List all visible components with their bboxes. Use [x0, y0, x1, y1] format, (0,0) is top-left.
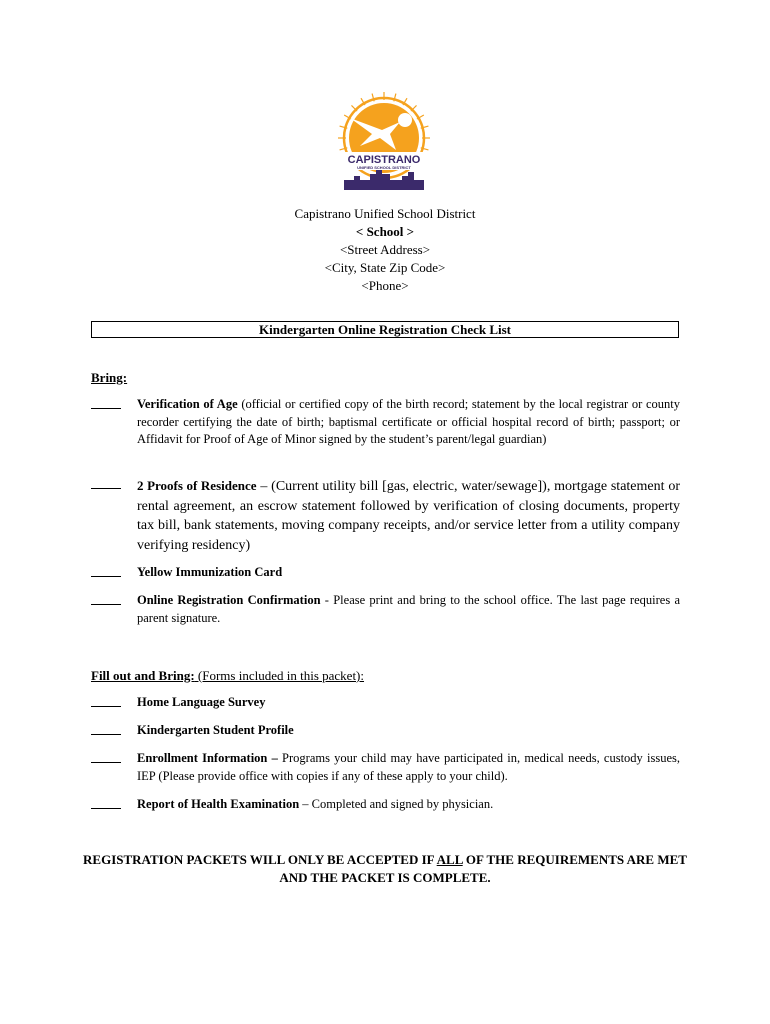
item-label: 2 Proofs of Residence — [137, 478, 257, 493]
requirements-notice — [80, 851, 690, 887]
notice-part-2: OF THE REQUIREMENTS ARE MET AND THE PACKET IS COMPLETE. — [279, 852, 687, 885]
notice-part-1: REGISTRATION PACKETS WILL ONLY BE ACCEPTED IF — [83, 852, 437, 867]
item-description: - Please print and bring to the school office. The last page requires a parent signature. — [137, 593, 681, 625]
logo-text: CAPISTRANO — [347, 154, 421, 166]
checklist-item-verification-of-age — [91, 396, 680, 449]
item-description: – (Current utility bill [gas, electric, water/sewage]), mortgage statement or rental agreement, an escrow statement followed by verification of closing documents, property tax bill, bank statements, moving company receipts, and/or service letter from a utility company verifying residency) — [137, 479, 680, 553]
item-label: Online Registration Confirmation — [137, 593, 321, 607]
checklist-item-health-examination — [91, 796, 680, 814]
bring-heading: Bring: — [91, 370, 128, 385]
fill-out-heading — [91, 667, 364, 684]
checklist-title: Kindergarten Online Registration Check List — [91, 321, 679, 338]
logo-sun-icon — [398, 113, 412, 127]
item-label: Verification of Age — [137, 397, 238, 411]
checklist-item-student-profile — [91, 722, 680, 740]
notice-emphasis: ALL — [436, 852, 463, 867]
city-state-zip-placeholder: <City, State Zip Code> — [324, 260, 446, 275]
phone-placeholder: <Phone> — [361, 278, 409, 293]
fill-out-heading-note: (Forms included in this packet): — [194, 668, 365, 683]
item-description: Programs your child may have participated in, medical needs, custody issues, IEP (Please provide office with copies if any of these apply to your child). — [137, 751, 680, 783]
capistrano-district-logo — [330, 90, 438, 194]
item-description: – Completed and signed by physician. — [299, 797, 494, 811]
street-address-placeholder: <Street Address> — [339, 242, 431, 257]
logo-subtext: UNIFIED SCHOOL DISTRICT — [357, 165, 411, 170]
fill-out-heading-label: Fill out and Bring: — [91, 668, 195, 683]
item-label: Enrollment Information – — [137, 751, 278, 765]
checklist-item-enrollment-information — [91, 750, 680, 785]
item-label: Home Language Survey — [137, 695, 266, 709]
checklist-item-home-language-survey — [91, 694, 680, 712]
checklist-item-registration-confirmation — [91, 592, 680, 627]
item-description: (official or certified copy of the birth record; statement by the local registrar or county recorder certifying the date of birth; baptismal certificate or official hospital record of birth; passport; or Affidavit for Proof of Age of Minor signed by the student’s parent/legal guardian) — [137, 397, 680, 446]
checklist-item-immunization-card — [91, 564, 680, 582]
checklist-item-proofs-of-residence — [91, 476, 680, 555]
item-label: Kindergarten Student Profile — [137, 723, 294, 737]
item-label: Report of Health Examination — [137, 797, 300, 811]
district-name: Capistrano Unified School District — [294, 206, 476, 221]
item-label: Yellow Immunization Card — [137, 565, 283, 579]
school-address-block — [0, 205, 770, 295]
school-name-placeholder: < School > — [355, 224, 415, 239]
